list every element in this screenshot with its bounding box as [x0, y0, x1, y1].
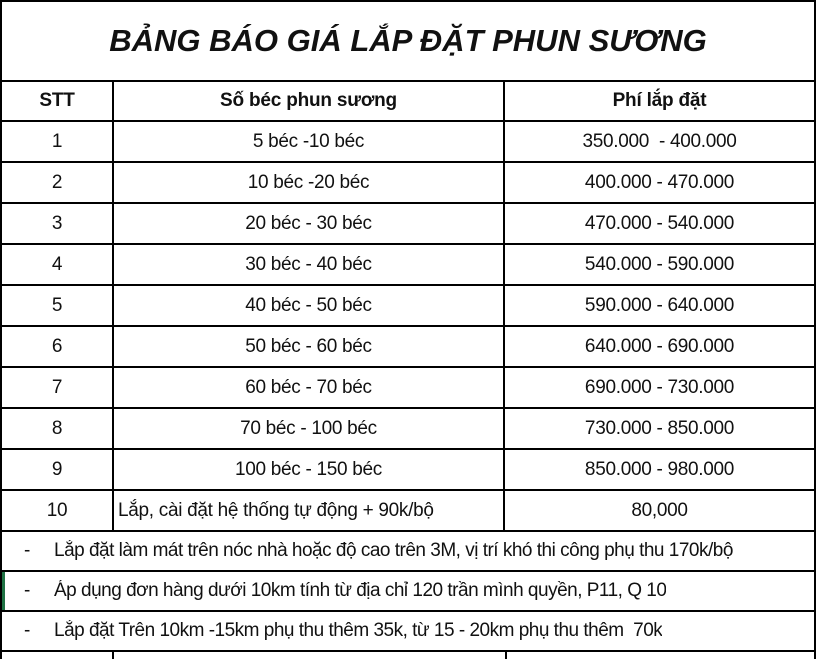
- dash-bullet: -: [24, 580, 31, 601]
- cell-fee: 350.000 - 400.000: [582, 130, 737, 152]
- cell-fee: 850.000 - 980.000: [584, 458, 735, 480]
- partial-next-row: [2, 652, 814, 659]
- cell-range: 10 béc -20 béc: [114, 163, 505, 202]
- table-row: [2, 204, 814, 245]
- cell-range: 5 béc -10 béc: [114, 122, 505, 161]
- dash-bullet: -: [24, 540, 31, 561]
- cell-range: 30 béc - 40 béc: [114, 245, 505, 284]
- note-row: [2, 532, 814, 572]
- cell-range: 100 béc - 150 béc: [114, 450, 505, 489]
- header-stt: STT: [2, 82, 114, 120]
- partial-cell: [2, 652, 114, 659]
- note-text: Lắp đặt làm mát trên nóc nhà hoặc độ cao trên 3M, vị trí khó thi công phụ thu 170k/bộ: [54, 540, 733, 561]
- partial-cell: [507, 652, 814, 659]
- table-row: [2, 450, 814, 491]
- page-title: BẢNG BÁO GIÁ LẮP ĐẶT PHUN SƯƠNG: [109, 23, 707, 58]
- cell-stt: 5: [2, 286, 114, 325]
- table-row: [2, 245, 814, 286]
- cell-fee: 540.000 - 590.000: [584, 253, 735, 275]
- title-row: [2, 2, 814, 82]
- dash-bullet: -: [24, 620, 31, 641]
- cell-range: 70 béc - 100 béc: [114, 409, 505, 448]
- cell-fee: 590.000 - 640.000: [584, 294, 735, 316]
- cell-stt: 2: [2, 163, 114, 202]
- table-row: [2, 409, 814, 450]
- cell-range: 40 béc - 50 béc: [114, 286, 505, 325]
- cell-range: 50 béc - 60 béc: [114, 327, 505, 366]
- cell-stt: 6: [2, 327, 114, 366]
- table-body: [2, 122, 814, 532]
- table-row: [2, 163, 814, 204]
- table-row: [2, 491, 814, 532]
- cell-stt: 8: [2, 409, 114, 448]
- note-text: Lắp đặt Trên 10km -15km phụ thu thêm 35k, từ 15 - 20km phụ thu thêm 70k: [54, 620, 663, 641]
- cell-stt: 10: [2, 491, 114, 530]
- cell-fee: 80,000: [631, 499, 688, 521]
- cell-stt: 9: [2, 450, 114, 489]
- note-row: [2, 612, 814, 652]
- cell-fee: 690.000 - 730.000: [584, 376, 735, 398]
- header-fee: Phí lắp đặt: [612, 90, 707, 111]
- cell-range: Lắp, cài đặt hệ thống tự động + 90k/bộ: [114, 491, 505, 530]
- partial-cell: [114, 652, 507, 659]
- header-range: Số béc phun sương: [114, 82, 505, 120]
- cell-fee: 470.000 - 540.000: [584, 212, 735, 234]
- cell-fee: 640.000 - 690.000: [584, 335, 735, 357]
- table-header-row: [2, 82, 814, 122]
- table-row: [2, 368, 814, 409]
- note-row: [2, 572, 814, 612]
- table-row: [2, 122, 814, 163]
- cell-range: 60 béc - 70 béc: [114, 368, 505, 407]
- cell-fee: 730.000 - 850.000: [584, 417, 735, 439]
- table-row: [2, 286, 814, 327]
- notes-section: [2, 532, 814, 652]
- cell-stt: 3: [2, 204, 114, 243]
- cell-range: 20 béc - 30 béc: [114, 204, 505, 243]
- cell-stt: 7: [2, 368, 114, 407]
- note-text: Áp dụng đơn hàng dưới 10km tính từ địa chỉ 120 trần mình quyền, P11, Q 10: [54, 580, 667, 601]
- cell-stt: 1: [2, 122, 114, 161]
- cell-fee: 400.000 - 470.000: [584, 171, 735, 193]
- table-row: [2, 327, 814, 368]
- cell-stt: 4: [2, 245, 114, 284]
